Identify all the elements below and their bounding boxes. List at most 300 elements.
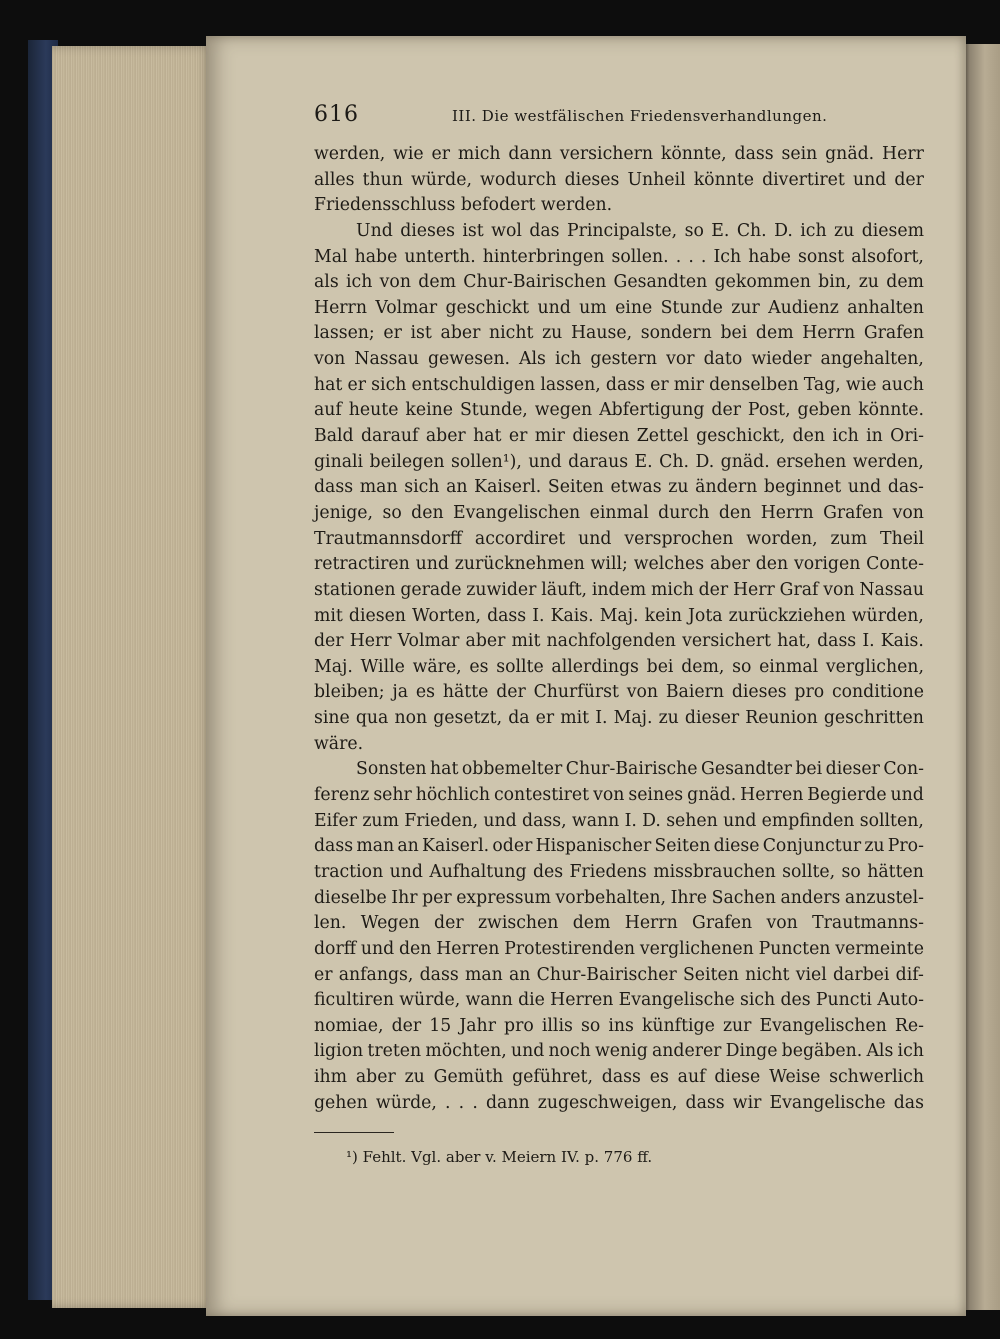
word: Evangelischen: [453, 502, 581, 523]
text-line: [314, 629, 924, 655]
word: es: [649, 1067, 669, 1088]
word: Herren: [436, 938, 500, 959]
word: und: [360, 938, 395, 959]
word: keine: [405, 400, 454, 421]
word: könnte,: [660, 144, 727, 164]
text-line: [314, 757, 924, 783]
word: von: [314, 349, 346, 370]
text-line: [314, 245, 924, 271]
word: und: [537, 297, 571, 318]
word: bleiben;: [314, 682, 385, 703]
word: ich: [897, 1041, 924, 1062]
word: diese: [713, 836, 760, 857]
word: wenig: [595, 1041, 648, 1062]
word: in: [866, 426, 883, 447]
word: Jahr: [459, 1015, 496, 1036]
text-line: [314, 809, 924, 835]
word: Kaiserl.: [422, 836, 490, 857]
word: wegen: [534, 400, 593, 421]
word: gewesen.: [427, 349, 510, 370]
text-line: [314, 373, 924, 399]
word: aber: [425, 426, 466, 447]
word: den: [792, 426, 825, 447]
word: an: [509, 964, 531, 985]
book-page: [206, 36, 966, 1316]
word: so: [684, 220, 704, 241]
word: ligion: [314, 1041, 364, 1062]
word: Ch.: [659, 451, 689, 472]
word: Begierde: [807, 785, 887, 806]
word: Puncti: [815, 990, 872, 1011]
word: E.: [711, 220, 730, 241]
word: Jota: [687, 605, 723, 626]
word: sollte: [496, 656, 544, 677]
word: Nassau: [354, 349, 419, 370]
word: illis: [541, 1015, 573, 1036]
text-line: [314, 680, 924, 706]
word: vermeinte: [835, 938, 924, 959]
word: Wegen: [360, 913, 420, 934]
footnote: ¹) Fehlt. Vgl. aber v. Meiern IV. p. 776 ff.: [346, 1148, 653, 1166]
word: contestiret: [493, 785, 590, 806]
word: geschickt,: [696, 426, 786, 447]
word: so: [382, 502, 402, 523]
word: er: [650, 374, 669, 395]
word: einmal: [589, 502, 649, 523]
word: dieser: [825, 759, 880, 780]
word: ginali: [314, 451, 364, 472]
word: und: [847, 477, 882, 498]
word: zur: [731, 297, 760, 318]
word: er: [508, 426, 528, 447]
word: und: [510, 1041, 545, 1062]
word: gnäd.: [687, 785, 737, 806]
word: das: [893, 1092, 924, 1113]
word: des: [780, 990, 811, 1011]
word: angehalten,: [820, 349, 924, 370]
word: beilegen: [369, 451, 445, 472]
word: diese: [714, 1067, 761, 1088]
word: da: [508, 708, 530, 729]
word: len.: [314, 913, 347, 934]
word: wodurch: [480, 169, 557, 190]
word: hat,: [777, 631, 811, 652]
word: dorff: [314, 938, 357, 959]
word: traction: [314, 861, 384, 882]
word: dieses: [731, 682, 787, 703]
word: dem: [755, 323, 794, 344]
word: ich: [800, 220, 827, 241]
word: das-: [887, 477, 924, 498]
word: höchlich: [415, 785, 490, 806]
word: Ich: [713, 246, 742, 267]
word: und: [483, 810, 517, 831]
word: Ihre: [670, 887, 708, 908]
text-line: [314, 988, 924, 1014]
word: geführet,: [512, 1067, 593, 1088]
word: Trautmanns-: [812, 913, 924, 934]
word: I.: [595, 708, 608, 729]
word: E.: [634, 451, 653, 472]
text-line: [314, 886, 924, 912]
text-line: Friedensschluss befodert werden.: [314, 195, 613, 216]
word: dann: [485, 1092, 530, 1113]
word: Stunde: [660, 297, 723, 318]
word: mit: [560, 708, 590, 729]
word: Aufhaltung: [429, 861, 527, 882]
word: habe: [354, 246, 398, 267]
word: der: [496, 682, 526, 703]
word: Grafen: [863, 323, 924, 344]
facing-page-edge: [962, 44, 1000, 1310]
word: mir: [534, 426, 565, 447]
text-line: [314, 937, 924, 963]
word: retractiren: [314, 554, 410, 575]
word: an: [397, 836, 419, 857]
word: so: [580, 1015, 601, 1036]
word: Bald: [314, 426, 354, 447]
word: Herr: [882, 144, 924, 164]
word: Trautmannsdorff: [314, 528, 462, 549]
word: dass: [817, 631, 857, 652]
word: wann: [571, 810, 620, 831]
word: gerade: [400, 579, 462, 600]
word: Evangelische: [618, 990, 735, 1011]
word: das: [529, 220, 560, 241]
word: mich: [651, 579, 694, 600]
word: dass: [419, 964, 459, 985]
word: Hispanischer: [535, 836, 652, 857]
word: Maj.: [599, 605, 639, 626]
word: Hause,: [570, 323, 633, 344]
text-line: [314, 219, 924, 245]
word: habe: [748, 246, 791, 267]
text-line: [314, 706, 924, 732]
text-line: wäre.: [314, 733, 364, 754]
text-line: [314, 501, 924, 527]
word: qua: [355, 708, 389, 729]
word: gekommen: [714, 272, 811, 293]
text-line: [314, 604, 924, 630]
running-head: III. Die westfälischen Friedensverhandlungen.: [452, 107, 828, 125]
word: zwischen: [477, 913, 559, 934]
word: dato: [703, 349, 743, 370]
word: beginnet: [763, 477, 842, 498]
text-line: [314, 1014, 924, 1040]
word: er: [314, 964, 333, 985]
word: geben: [797, 400, 852, 421]
word: geschickt: [445, 297, 530, 318]
text-line: [314, 655, 924, 681]
word: bei: [646, 656, 674, 677]
word: sondern: [640, 323, 712, 344]
text-line: [314, 450, 924, 476]
word: .: [675, 246, 682, 267]
word: der: [711, 400, 741, 421]
word: wäre,: [412, 656, 462, 677]
word: er: [347, 374, 367, 395]
word: dann: [508, 144, 553, 164]
word: mir: [673, 374, 704, 395]
text-line: [314, 783, 924, 809]
word: sollte,: [782, 861, 836, 882]
word: Herrn: [802, 323, 856, 344]
word: diesen: [572, 426, 630, 447]
word: versichern: [559, 144, 653, 164]
word: Chur-Bairischer: [536, 964, 677, 985]
word: gnäd.: [825, 144, 875, 164]
text-line: [314, 1039, 924, 1065]
word: eine: [615, 297, 653, 318]
word: des: [532, 861, 564, 882]
word: von: [593, 785, 625, 806]
word: hat: [473, 426, 502, 447]
word: darbei: [832, 964, 890, 985]
word: Reunion: [745, 708, 818, 729]
word: Grafen: [692, 913, 753, 934]
word: etwas: [610, 477, 662, 498]
word: den: [398, 938, 432, 959]
word: nicht: [489, 323, 534, 344]
word: zu: [864, 836, 885, 857]
word: Seiten: [654, 836, 711, 857]
word: daraus: [568, 451, 629, 472]
word: dass: [487, 605, 527, 626]
word: vorbehalten,: [555, 887, 667, 908]
word: hätten: [867, 861, 924, 882]
word: verglichen,: [825, 656, 924, 677]
word: versichert: [682, 631, 771, 652]
word: so: [732, 656, 752, 677]
word: sollen.: [611, 246, 669, 267]
word: läuft,: [541, 579, 588, 600]
word: möchten,: [425, 1041, 507, 1062]
word: Theil: [880, 528, 924, 549]
word: alles: [314, 169, 355, 190]
word: zuwider: [466, 579, 537, 600]
word: zu: [404, 1067, 425, 1088]
word: mit: [314, 605, 343, 626]
word: kein: [644, 605, 682, 626]
word: ist: [410, 323, 432, 344]
word: anders: [780, 887, 841, 908]
word: D.: [695, 451, 715, 472]
word: an: [446, 477, 468, 498]
word: von: [379, 272, 411, 293]
word: könnte.: [858, 400, 924, 421]
word: Herr: [732, 579, 775, 600]
word: von: [892, 502, 924, 523]
text-line: [314, 347, 924, 373]
text-line: [314, 552, 924, 578]
word: dass: [734, 144, 774, 164]
word: Chur-Bairischen: [463, 272, 607, 293]
word: .: [458, 1092, 465, 1113]
word: ihm: [314, 1067, 348, 1088]
word: Audienz: [768, 297, 839, 318]
word: hat: [314, 374, 343, 395]
word: darauf: [360, 426, 419, 447]
word: Grafen: [823, 502, 884, 523]
word: verglichenen: [639, 938, 754, 959]
word: Seiten: [682, 964, 739, 985]
word: pro: [794, 682, 825, 703]
word: Con-: [883, 759, 924, 780]
word: Kais.: [880, 631, 924, 652]
word: wann: [465, 990, 513, 1011]
word: den: [411, 502, 444, 523]
word: welches: [633, 554, 705, 575]
word: denselben: [709, 374, 799, 395]
page-number: 616: [314, 102, 359, 127]
word: Conjunctur: [762, 836, 862, 857]
word: divertiret: [762, 169, 845, 190]
word: Puncten: [758, 938, 831, 959]
word: dass: [605, 374, 645, 395]
word: durch: [658, 502, 710, 523]
page-edges: [52, 46, 212, 1308]
word: bei: [795, 759, 823, 780]
word: Kaiserl.: [474, 477, 542, 498]
text-line: [314, 270, 924, 296]
word: zurückziehen: [728, 605, 846, 626]
word: einmal: [759, 656, 819, 677]
word: bin,: [818, 272, 852, 293]
word: gehen: [314, 1092, 368, 1113]
word: sich: [739, 990, 776, 1011]
text-line: [314, 578, 924, 604]
word: dass: [314, 836, 354, 857]
word: dem,: [681, 656, 725, 677]
word: der: [391, 1015, 422, 1036]
word: und: [528, 451, 562, 472]
word: sine: [314, 708, 350, 729]
word: dieselbe: [314, 887, 387, 908]
word: hat: [430, 759, 459, 780]
word: Volmar: [397, 631, 460, 652]
text-line: [314, 142, 924, 168]
word: zu: [658, 708, 679, 729]
text-line: [314, 860, 924, 886]
word: und: [415, 554, 449, 575]
word: dem: [886, 272, 924, 293]
text-line: [314, 168, 924, 194]
word: und: [890, 785, 924, 806]
word: der: [434, 913, 464, 934]
word: diesen: [348, 605, 406, 626]
word: Sachen: [711, 887, 776, 908]
word: Eifer: [314, 810, 358, 831]
word: per: [422, 887, 452, 908]
word: man: [464, 964, 503, 985]
word: treten: [367, 1041, 422, 1062]
word: Post,: [747, 400, 791, 421]
word: .: [700, 246, 707, 267]
word: Als: [866, 1041, 894, 1062]
word: zurücknehmen: [454, 554, 585, 575]
word: von: [626, 682, 659, 703]
word: missbrauchen: [653, 861, 776, 882]
word: obbemelter: [461, 759, 563, 780]
word: dieses: [400, 220, 455, 241]
word: Protestirenden: [504, 938, 636, 959]
word: als: [314, 272, 339, 293]
word: Frieden,: [404, 810, 479, 831]
word: Ch.: [736, 220, 767, 241]
word: zur: [722, 1015, 752, 1036]
word: Weise: [769, 1067, 821, 1088]
word: .: [445, 1092, 451, 1113]
footnote-rule: [314, 1132, 394, 1133]
word: könnte: [693, 169, 754, 190]
word: geschritten: [823, 708, 924, 729]
word: ins: [608, 1015, 634, 1036]
word: Evangelische: [769, 1092, 886, 1113]
word: wieder: [751, 349, 812, 370]
word: dem: [572, 913, 611, 934]
word: Nassau: [859, 579, 924, 600]
word: ja: [392, 682, 409, 703]
text-line: [314, 475, 924, 501]
word: stationen: [314, 579, 396, 600]
word: Und: [356, 220, 393, 241]
word: Herr: [349, 631, 392, 652]
word: so: [841, 861, 861, 882]
text-line: [314, 1065, 924, 1091]
word: D.: [642, 810, 661, 831]
word: Worten,: [411, 605, 482, 626]
text-line: [314, 1091, 924, 1117]
word: sich: [371, 374, 407, 395]
word: Gesandten: [613, 272, 708, 293]
word: die: [518, 990, 545, 1011]
word: Unheil: [627, 169, 686, 190]
word: würde,: [410, 169, 472, 190]
word: oder: [492, 836, 533, 857]
word: anzustel-: [844, 887, 924, 908]
word: und: [723, 810, 757, 831]
word: gesetzt,: [433, 708, 503, 729]
word: indem: [591, 579, 647, 600]
word: 15: [429, 1015, 452, 1036]
word: heute: [348, 400, 399, 421]
word: der: [894, 169, 924, 190]
word: accordiret: [474, 528, 566, 549]
word: I.: [624, 810, 637, 831]
word: man: [356, 836, 395, 857]
word: Maj.: [314, 656, 353, 677]
word: Sonsten: [356, 759, 427, 780]
word: schwerlich: [829, 1067, 924, 1088]
word: und: [389, 861, 423, 882]
word: den: [718, 502, 752, 523]
word: hinterbringen: [482, 246, 605, 267]
word: würden,: [851, 605, 924, 626]
word: Zettel: [636, 426, 689, 447]
word: sich: [404, 477, 440, 498]
word: nicht: [745, 964, 790, 985]
word: auf: [314, 400, 342, 421]
word: anfangs,: [338, 964, 414, 985]
word: wie: [845, 374, 877, 395]
word: versprochen: [624, 528, 734, 549]
word: dif-: [895, 964, 924, 985]
word: Chur-Bairische: [565, 759, 698, 780]
word: ändern: [695, 477, 758, 498]
word: .: [472, 1092, 478, 1113]
text-line: [314, 296, 924, 322]
word: Tag,: [803, 374, 841, 395]
